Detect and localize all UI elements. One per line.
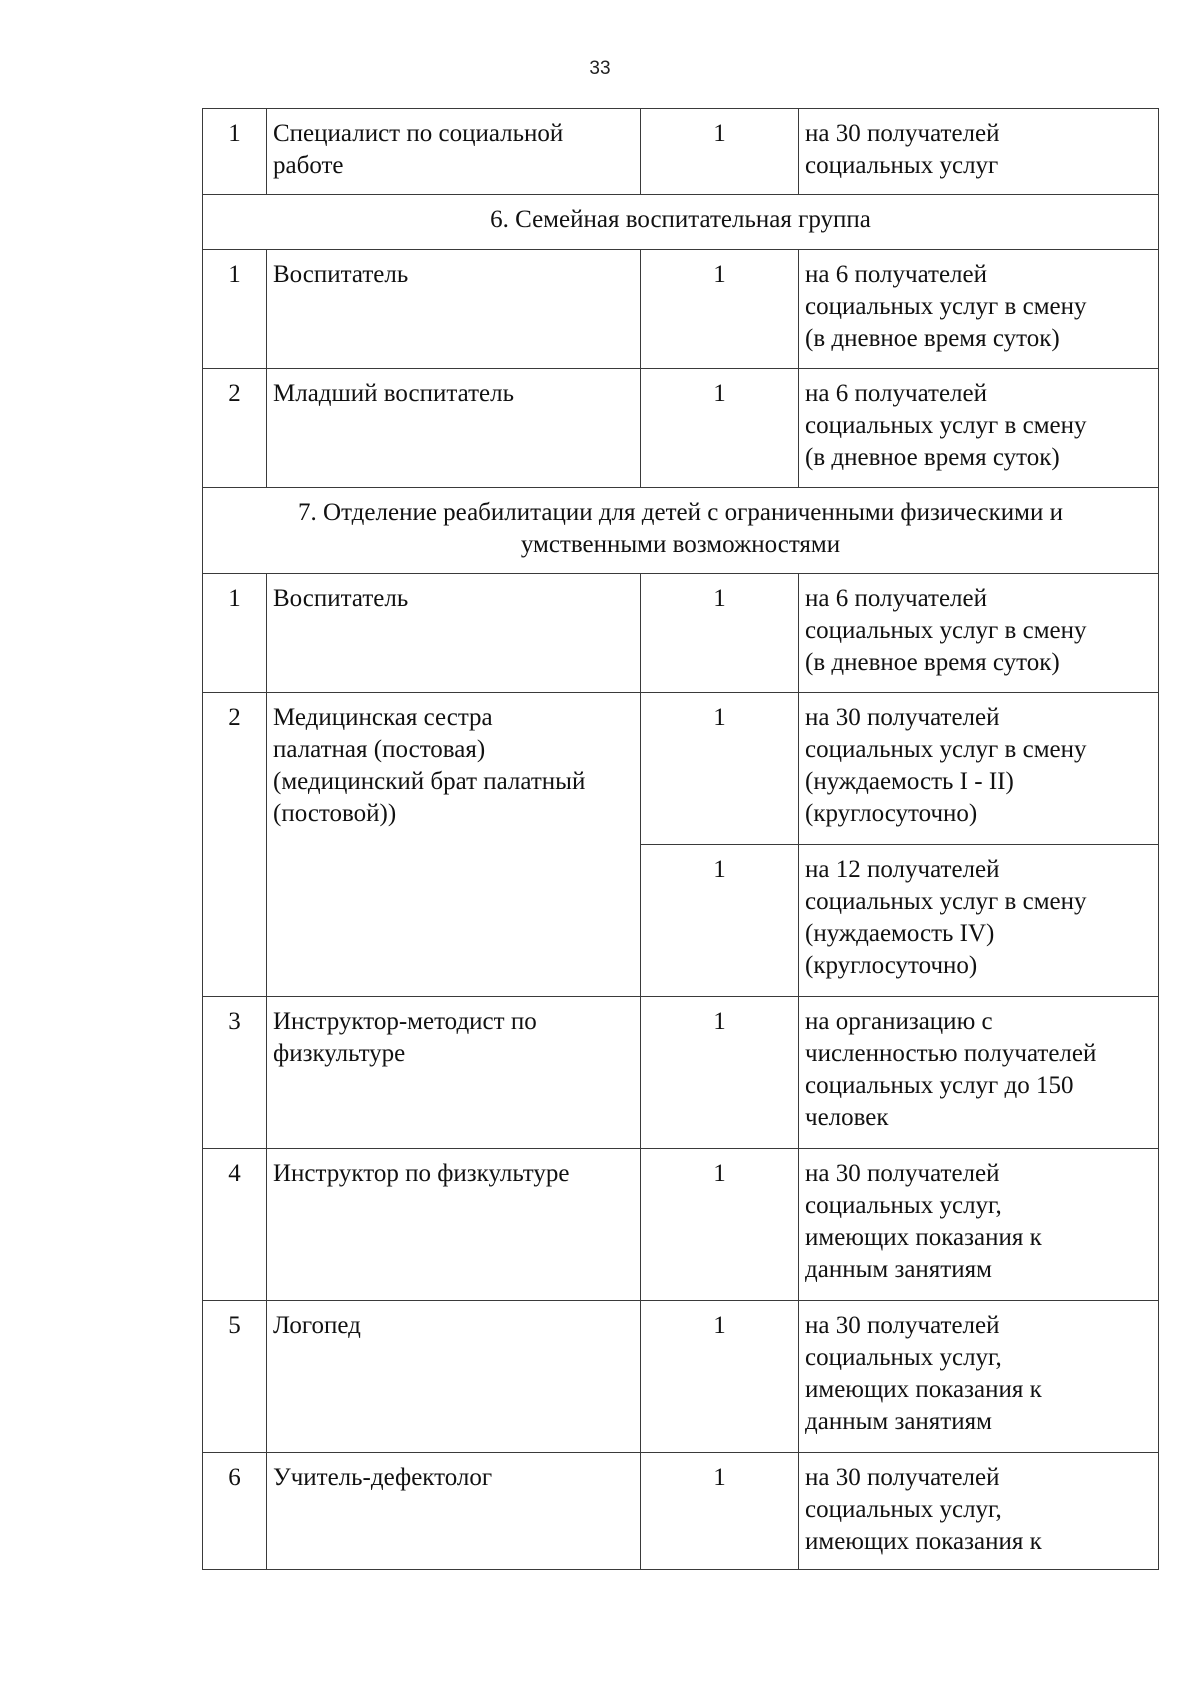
- quantity-cell: 1: [641, 250, 799, 369]
- position-cell: [267, 574, 641, 693]
- position-text: Воспитатель: [273, 585, 409, 612]
- norm-text: социальных услуг: [805, 152, 999, 179]
- norm-text: (в дневное время суток): [805, 649, 1060, 676]
- norm-cell: [799, 1453, 1159, 1570]
- row-number: 1: [203, 109, 267, 195]
- norm-text: социальных услуг в смену: [805, 412, 1087, 439]
- norm-cell: [799, 1301, 1159, 1453]
- norm-text: на 6 получателей: [805, 261, 987, 288]
- norm-cell: [799, 369, 1159, 488]
- norm-text: человек: [805, 1104, 889, 1131]
- table-row: [203, 1149, 1159, 1301]
- norm-text: (нуждаемость IV): [805, 920, 995, 947]
- norm-text: социальных услуг в смену: [805, 293, 1087, 320]
- section-title: [203, 488, 1159, 574]
- position-text: (медицинский брат палатный: [273, 768, 586, 795]
- table-row: [203, 997, 1159, 1149]
- table-row: [203, 574, 1159, 693]
- table-row: [203, 1301, 1159, 1453]
- position-text: Младший воспитатель: [273, 380, 514, 407]
- position-cell: [267, 1149, 641, 1301]
- row-number: 3: [203, 997, 267, 1149]
- position-text: Инструктор по физкультуре: [273, 1160, 570, 1187]
- norm-text: на 6 получателей: [805, 585, 987, 612]
- table-row: [203, 109, 1159, 195]
- table-row: [203, 693, 1159, 845]
- norm-text: (в дневное время суток): [805, 444, 1060, 471]
- norm-cell: [799, 693, 1159, 845]
- norm-text: имеющих показания к: [805, 1224, 1042, 1251]
- norm-text: социальных услуг,: [805, 1192, 1002, 1219]
- norm-text: (нуждаемость I - II): [805, 768, 1014, 795]
- norm-text: социальных услуг в смену: [805, 888, 1087, 915]
- position-text: Воспитатель: [273, 261, 409, 288]
- section-title-text: 6. Семейная воспитательная группа: [490, 206, 871, 233]
- norm-text: (круглосуточно): [805, 800, 978, 827]
- norm-text: социальных услуг,: [805, 1496, 1002, 1523]
- position-text: Инструктор-методист по: [273, 1008, 537, 1035]
- quantity-cell: 1: [641, 369, 799, 488]
- row-number: 1: [203, 250, 267, 369]
- quantity-cell: 1: [641, 1301, 799, 1453]
- position-text: (постовой)): [273, 800, 397, 827]
- position-text: палатная (постовая): [273, 736, 486, 763]
- norm-cell: [799, 250, 1159, 369]
- norm-text: социальных услуг в смену: [805, 736, 1087, 763]
- norm-text: социальных услуг до 150: [805, 1072, 1074, 1099]
- row-number: 5: [203, 1301, 267, 1453]
- position-text: Логопед: [273, 1312, 361, 1339]
- norm-text: (круглосуточно): [805, 952, 978, 979]
- row-number: 2: [203, 369, 267, 488]
- page-number: 33: [589, 58, 611, 79]
- staffing-table: [202, 108, 1159, 1570]
- table-row: [203, 369, 1159, 488]
- position-text: физкультуре: [273, 1040, 406, 1067]
- norm-text: имеющих показания к: [805, 1376, 1042, 1403]
- position-text: Специалист по социальной: [273, 120, 564, 147]
- section-header-row: [203, 195, 1159, 250]
- row-number: 1: [203, 574, 267, 693]
- position-cell: [267, 250, 641, 369]
- position-cell: [267, 1301, 641, 1453]
- norm-text: на 30 получателей: [805, 704, 1000, 731]
- table-row: [203, 1453, 1159, 1570]
- position-text: Учитель-дефектолог: [273, 1464, 493, 1491]
- row-number: 4: [203, 1149, 267, 1301]
- row-number: 6: [203, 1453, 267, 1570]
- norm-text: на 6 получателей: [805, 380, 987, 407]
- norm-text: данным занятиям: [805, 1408, 992, 1435]
- norm-text: на 30 получателей: [805, 1464, 1000, 1491]
- quantity-cell: 1: [641, 693, 799, 845]
- norm-text: социальных услуг,: [805, 1344, 1002, 1371]
- position-cell: [267, 997, 641, 1149]
- norm-cell: [799, 109, 1159, 195]
- position-text: Медицинская сестра: [273, 704, 493, 731]
- section-title-text: умственными возможностями: [520, 531, 841, 558]
- norm-text: на 30 получателей: [805, 1312, 1000, 1339]
- table-row: [203, 250, 1159, 369]
- norm-cell: [799, 574, 1159, 693]
- position-cell: [267, 109, 641, 195]
- norm-text: численностью получателей: [805, 1040, 1097, 1067]
- quantity-cell: 1: [641, 1149, 799, 1301]
- norm-text: данным занятиям: [805, 1256, 992, 1283]
- quantity-cell: 1: [641, 109, 799, 195]
- norm-text: на 30 получателей: [805, 120, 1000, 147]
- quantity-cell: 1: [641, 997, 799, 1149]
- position-text: работе: [273, 152, 344, 179]
- quantity-cell: 1: [641, 1453, 799, 1570]
- norm-text: имеющих показания к: [805, 1528, 1042, 1555]
- norm-text: социальных услуг в смену: [805, 617, 1087, 644]
- position-cell: [267, 1453, 641, 1570]
- position-cell: [267, 369, 641, 488]
- quantity-cell: 1: [641, 845, 799, 997]
- position-cell: [267, 693, 641, 997]
- norm-cell: [799, 997, 1159, 1149]
- norm-text: (в дневное время суток): [805, 325, 1060, 352]
- row-number: 2: [203, 693, 267, 997]
- quantity-cell: 1: [641, 574, 799, 693]
- section-header-row: [203, 488, 1159, 574]
- section-title: [203, 195, 1159, 250]
- norm-text: на 30 получателей: [805, 1160, 1000, 1187]
- norm-text: на организацию с: [805, 1008, 993, 1035]
- norm-text: на 12 получателей: [805, 856, 1000, 883]
- norm-cell: [799, 1149, 1159, 1301]
- norm-cell: [799, 845, 1159, 997]
- section-title-text: 7. Отделение реабилитации для детей с ограниченными физическими и: [298, 499, 1063, 526]
